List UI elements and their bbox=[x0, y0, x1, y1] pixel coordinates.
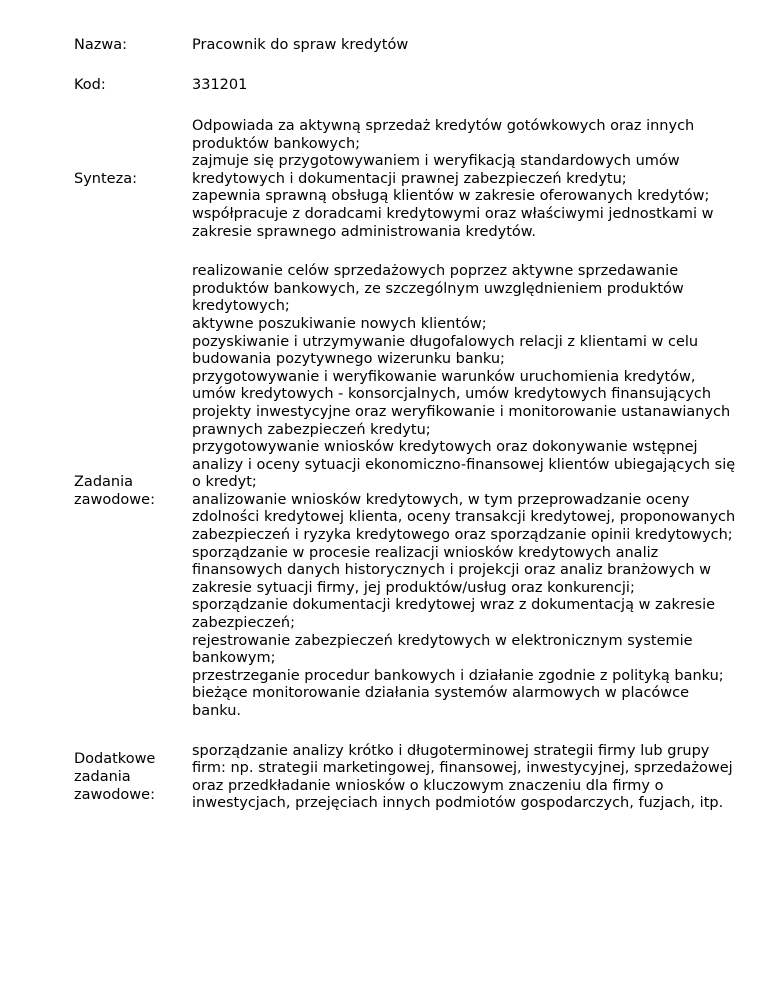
additional-tasks-row bbox=[74, 743, 738, 813]
synthesis-row bbox=[74, 118, 738, 241]
tasks-row bbox=[74, 263, 738, 720]
additional-task-line: sporządzanie analizy krótko i długoterminowej strategii firmy lub grupy firm: np. strategii marketingowej, finansowej, inwestycyjnej, sprzedażowej oraz przedkładanie wniosków o kluczowym znaczeniu dla firmy o inwestycjach, przejęciach innych podmiotów gospodarczych, fuzjach, itp. bbox=[192, 742, 733, 812]
synthesis-value bbox=[192, 118, 738, 241]
code-value: 331201 bbox=[192, 77, 248, 94]
additional-tasks-label: Dodatkowe zadania zawodowe: bbox=[74, 751, 156, 803]
task-line: realizowanie celów sprzedażowych poprzez aktywne sprzedawanie produktów bankowych, ze szczególnym uwzględnieniem produktów kredytowych; bbox=[192, 263, 684, 315]
task-line: sporządzanie dokumentacji kredytowej wraz z dokumentacją w zakresie zabezpieczeń; bbox=[192, 597, 716, 632]
task-line: przygotowywanie wniosków kredytowych oraz dokonywanie wstępnej analizy i oceny sytuacji ekonomiczno-finansowej klientów ubiegających się o kredyt; bbox=[192, 439, 736, 491]
name-value: Pracownik do spraw kredytów bbox=[192, 37, 409, 54]
synthesis-label: Synteza: bbox=[74, 170, 137, 187]
synthesis-line: zajmuje się przygotowywaniem i weryfikacją standardowych umów kredytowych i dokumentacji prawnej zabezpieczeń kredytu; bbox=[192, 153, 680, 187]
synthesis-line: Odpowiada za aktywną sprzedaż kredytów gotówkowych oraz innych produktów bankowych; bbox=[192, 118, 695, 152]
task-line: sporządzanie w procesie realizacji wniosków kredytowych analiz finansowych danych historycznych i projekcji oraz analiz branżowych w zakresie sytuacji firmy, jej produktów/usług oraz konkurencji; bbox=[192, 544, 711, 596]
task-line: rejestrowanie zabezpieczeń kredytowych w elektronicznym systemie bankowym; bbox=[192, 632, 693, 667]
code-label: Kod: bbox=[74, 77, 106, 94]
task-line: pozyskiwanie i utrzymywanie długofalowych relacji z klientami w celu budowania pozytywnego wizerunku banku; bbox=[192, 333, 699, 368]
additional-tasks-value bbox=[192, 743, 738, 813]
name-label: Nazwa: bbox=[74, 37, 127, 54]
occupation-document bbox=[74, 36, 738, 813]
tasks-label: Zadania zawodowe: bbox=[74, 474, 155, 508]
code-row bbox=[74, 76, 738, 96]
tasks-value bbox=[192, 263, 738, 720]
synthesis-line: współpracuje z doradcami kredytowymi oraz właściwymi jednostkami w zakresie sprawnego administrowania kredytów. bbox=[192, 205, 714, 240]
task-line: aktywne poszukiwanie nowych klientów; bbox=[192, 315, 487, 332]
task-line: analizowanie wniosków kredytowych, w tym przeprowadzanie oceny zdolności kredytowej klienta, oceny transakcji kredytowej, proponowanych zabezpieczeń i ryzyka kredytowego oraz sporządzanie opinii kredytowych; bbox=[192, 491, 736, 544]
name-row bbox=[74, 36, 738, 56]
task-line: przygotowywanie i weryfikowanie warunków uruchomienia kredytów, umów kredytowych - konsorcjalnych, umów kredytowych finansujących projekty inwestycyjne oraz weryfikowanie i monitorowanie ustanawianych prawnych zabezpieczeń kredytu; bbox=[192, 368, 731, 438]
task-line: przestrzeganie procedur bankowych i działanie zgodnie z polityką banku; bbox=[192, 667, 724, 684]
task-line: bieżące monitorowanie działania systemów alarmowych w placówce banku. bbox=[192, 685, 690, 719]
synthesis-line: zapewnia sprawną obsługą klientów w zakresie oferowanych kredytów; bbox=[192, 188, 710, 205]
